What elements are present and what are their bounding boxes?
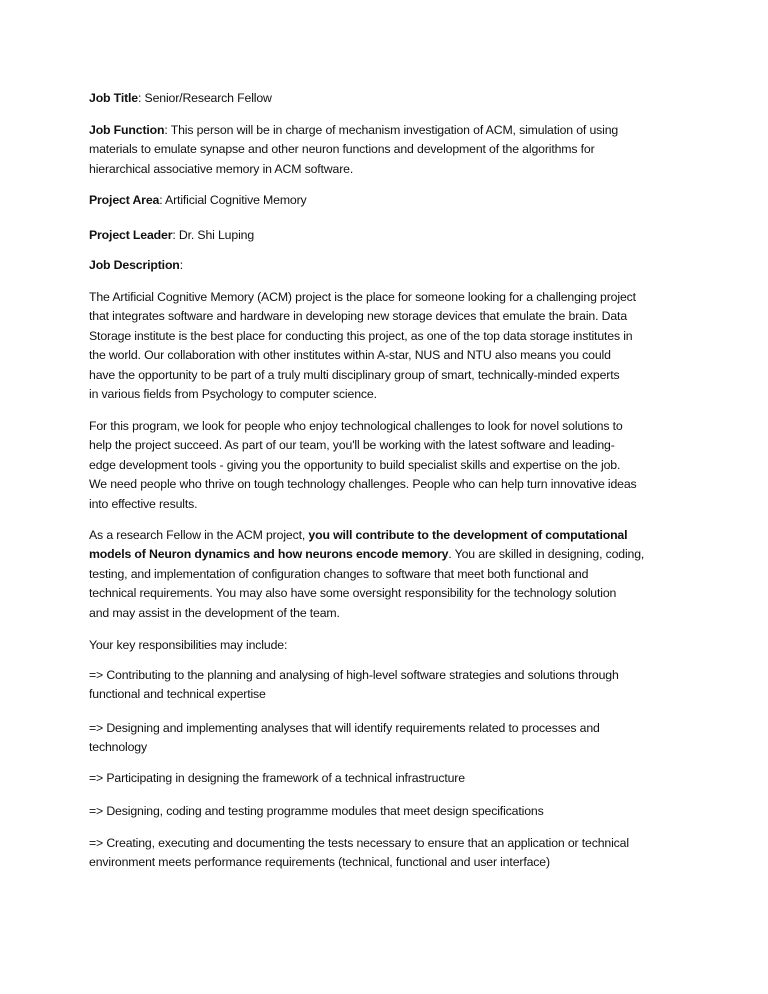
text-line: technology bbox=[89, 740, 147, 755]
list-item bbox=[89, 834, 629, 873]
project-leader-value: : Dr. Shi Luping bbox=[172, 228, 255, 242]
list-item bbox=[89, 802, 544, 821]
bold-text: you will contribute to the development of computational bbox=[308, 528, 628, 542]
project-leader-label: Project Leader bbox=[89, 228, 173, 242]
job-title bbox=[89, 89, 272, 108]
text-line: We need people who thrive on tough technology challenges. People who can help turn innovative ideas bbox=[89, 477, 637, 492]
text-line: in various fields from Psychology to computer science. bbox=[89, 387, 377, 402]
text-line: => Participating in designing the framework of a technical infrastructure bbox=[89, 771, 465, 785]
text-line: testing, and implementation of configuration changes to software that meet both functional and bbox=[89, 566, 589, 581]
list-item bbox=[89, 769, 465, 788]
text-span: As a research Fellow in the ACM project, bbox=[89, 528, 309, 542]
text-line: technical requirements. You may also have some oversight responsibility for the technology solution bbox=[89, 586, 617, 601]
job-title-value: : Senior/Research Fellow bbox=[138, 91, 272, 105]
responsibilities-intro: Your key responsibilities may include: bbox=[89, 638, 288, 652]
paragraph-1 bbox=[89, 288, 636, 404]
bold-text: models of Neuron dynamics and how neurons encode memory bbox=[89, 547, 449, 562]
job-title-label: Job Title bbox=[89, 91, 138, 105]
text-line: For this program, we look for people who enjoy technological challenges to look for novel solutions to bbox=[89, 419, 623, 433]
text-line: into effective results. bbox=[89, 496, 198, 511]
project-area bbox=[89, 191, 307, 210]
text-line: Storage institute is the best place for conducting this project, as one of the top data storage institutes in bbox=[89, 328, 633, 343]
project-area-value: : Artificial Cognitive Memory bbox=[159, 193, 307, 207]
job-description-heading bbox=[89, 256, 183, 275]
job-function bbox=[89, 121, 618, 179]
job-function-label: Job Function bbox=[89, 123, 165, 137]
project-area-label: Project Area bbox=[89, 193, 160, 207]
text-line: functional and technical expertise bbox=[89, 687, 266, 702]
text-line: => Designing and implementing analyses that will identify requirements related to processes and bbox=[89, 721, 600, 735]
text-line: and may assist in the development of the team. bbox=[89, 605, 340, 620]
list-item bbox=[89, 666, 619, 705]
text-line: The Artificial Cognitive Memory (ACM) project is the place for someone looking for a challenging project bbox=[89, 290, 636, 304]
text-line: help the project succeed. As part of our team, you'll be working with the latest software and leading- bbox=[89, 438, 615, 453]
text-span: . You are skilled in designing, coding, bbox=[448, 547, 645, 562]
text-line: the world. Our collaboration with other institutes within A-star, NUS and NTU also means you could bbox=[89, 348, 611, 363]
text-line: materials to emulate synapse and other neuron functions and development of the algorithms for bbox=[89, 142, 595, 157]
text-line: environment meets performance requirements (technical, functional and user interface) bbox=[89, 855, 550, 870]
text-line: => Contributing to the planning and analysing of high-level software strategies and solutions through bbox=[89, 668, 619, 682]
text-line: edge development tools - giving you the opportunity to build specialist skills and expertise on the job. bbox=[89, 457, 621, 472]
text-line: that integrates software and hardware in developing new storage devices that emulate the brain. Data bbox=[89, 309, 628, 324]
text-line: => Creating, executing and documenting the tests necessary to ensure that an application or technical bbox=[89, 836, 629, 850]
list-item bbox=[89, 719, 600, 758]
text-line: : This person will be in charge of mechanism investigation of ACM, simulation of using bbox=[164, 123, 619, 137]
job-description-label: Job Description bbox=[89, 258, 180, 272]
paragraph-2 bbox=[89, 417, 637, 514]
colon: : bbox=[179, 258, 183, 272]
text-line: => Designing, coding and testing programme modules that meet design specifications bbox=[89, 804, 544, 818]
paragraph-3 bbox=[89, 526, 644, 623]
text-line: hierarchical associative memory in ACM software. bbox=[89, 161, 354, 176]
project-leader bbox=[89, 226, 254, 245]
text-line: have the opportunity to be part of a truly multi disciplinary group of smart, technically-minded experts bbox=[89, 367, 620, 382]
